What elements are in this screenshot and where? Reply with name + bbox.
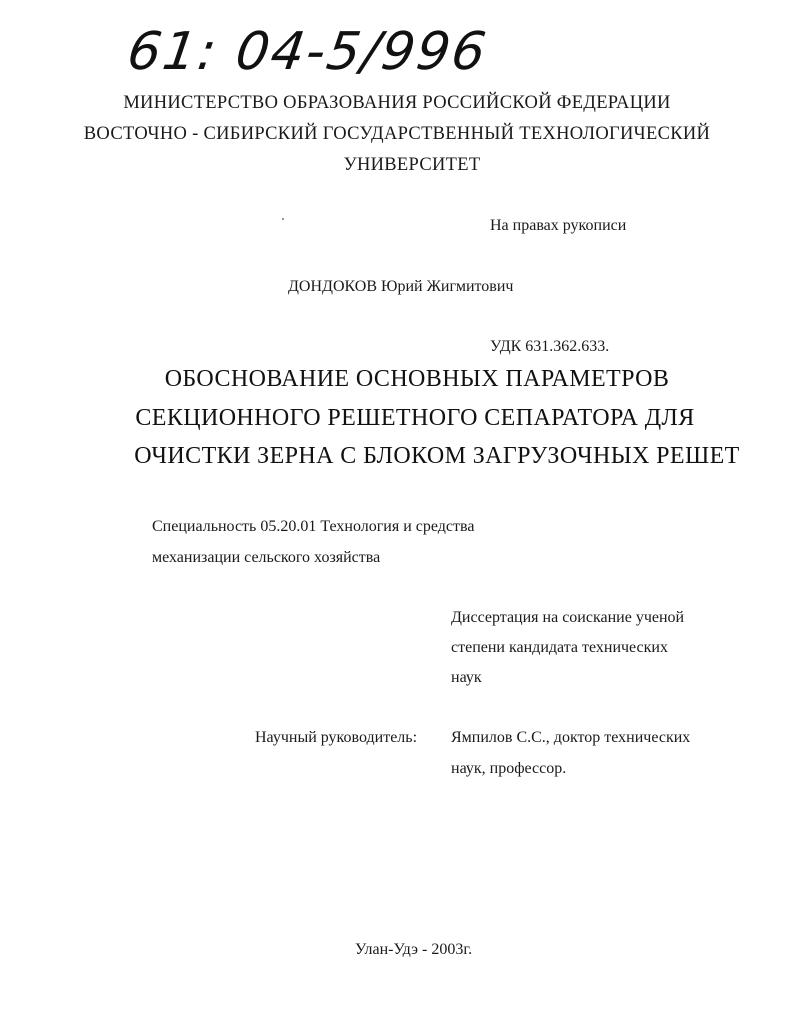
ministry-line-3: УНИВЕРСИТЕТ (343, 155, 481, 175)
scan-speck (282, 218, 284, 220)
place-and-year: Улан-Удэ - 2003г. (355, 941, 473, 958)
ministry-line-1: МИНИСТЕРСТВО ОБРАЗОВАНИЯ РОССИЙСКОЙ ФЕДЕРАЦИИ (123, 93, 671, 113)
dissertation-line-1: Диссертация на соискание ученой (451, 609, 685, 626)
title-line-1: ОБОСНОВАНИЕ ОСНОВНЫХ ПАРАМЕТРОВ (164, 366, 670, 392)
supervisor-label: Научный руководитель: (255, 729, 418, 746)
handwritten-archive-number: 61: 04-5/996 (123, 22, 492, 82)
title-line-3: ОЧИСТКИ ЗЕРНА С БЛОКОМ ЗАГРУЗОЧНЫХ РЕШЕТ (134, 443, 740, 469)
specialty-line-2: механизации сельского хозяйства (152, 549, 381, 566)
manuscript-rights-label: На правах рукописи (490, 217, 627, 234)
ministry-line-2: ВОСТОЧНО - СИБИРСКИЙ ГОСУДАРСТВЕННЫЙ ТЕХНОЛОГИЧЕСКИЙ (83, 124, 711, 144)
specialty-line-1: Специальность 05.20.01 Технология и средства (152, 518, 475, 535)
supervisor-line-1: Ямпилов С.С., доктор технических (451, 729, 691, 746)
title-line-2: СЕКЦИОННОГО РЕШЕТНОГО СЕПАРАТОРА ДЛЯ (135, 405, 695, 431)
author-name: ДОНДОКОВ Юрий Жигмитович (288, 278, 514, 295)
udc-code: УДК 631.362.633. (490, 338, 610, 355)
supervisor-line-2: наук, профессор. (451, 760, 567, 777)
dissertation-line-3: наук (451, 669, 482, 686)
dissertation-line-2: степени кандидата технических (451, 639, 668, 656)
